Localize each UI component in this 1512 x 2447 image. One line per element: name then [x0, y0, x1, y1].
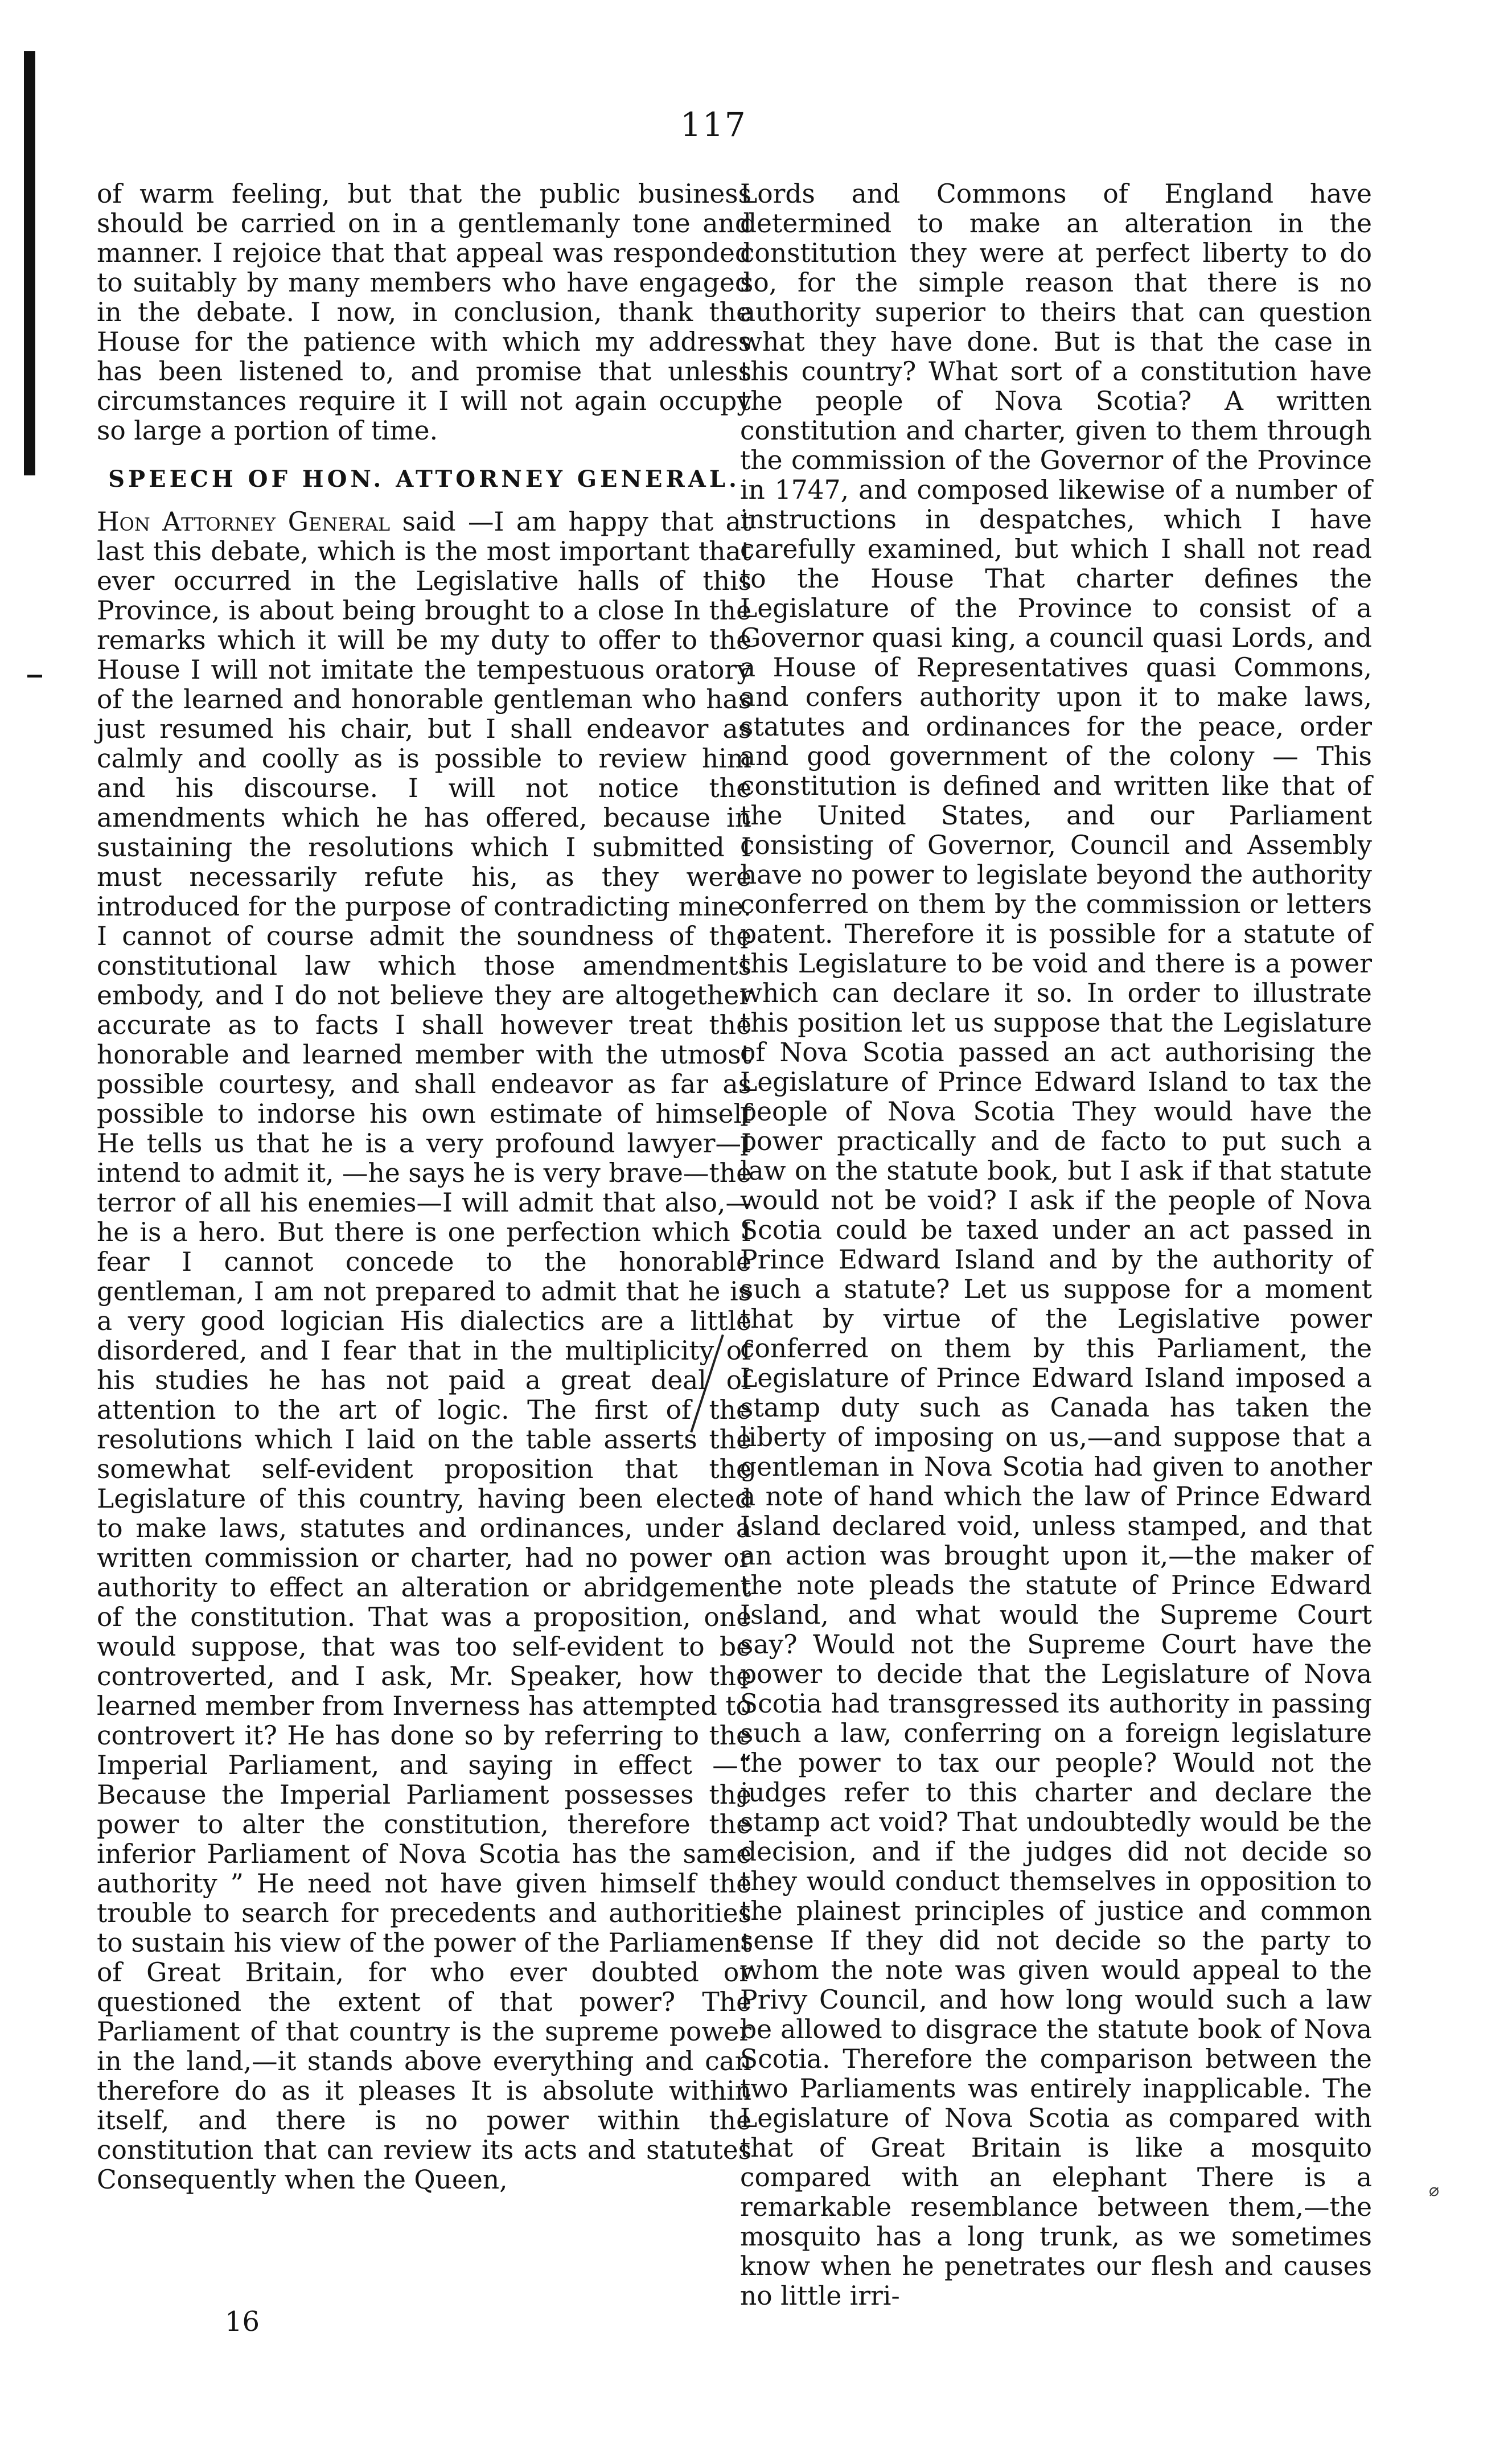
right-column	[740, 179, 1372, 2311]
left-paragraph-1: of warm feeling, but that the public business should be carried on in a gentlemanly tone and manner. I rejoice that that appeal was responded to suitably by many members who have engaged in the debate. I now, in conclusion, thank the House for the patience with which my address has been listened to, and promise that unless circumstances require it I will not again occupy so large a portion of time.	[97, 179, 751, 446]
signature-mark: 16	[225, 2306, 260, 2338]
left-paragraph-2	[97, 507, 751, 2195]
page-number: 117	[680, 105, 747, 144]
margin-dash	[27, 675, 42, 678]
speech-text: said —I am happy that at last this debate, which is the most important that ever occurred in the Legislative halls of this Province, is about being brought to a close In the remarks which it will be my duty to offer to the House I will not imitate the tempestuous oratory of the learned and honorable gentleman who has just resumed his chair, but I shall endeavor as calmly and coolly as is possible to review him and his discourse. I will not notice the amendments which he has offered, because in sustaining the resolutions which I submitted I must necessarily refute his, as they were introduced for the purpose of contradicting mine. I cannot of course admit the soundness of the constitutional law which those amendments embody, and I do not believe they are altogether accurate as to facts I shall however treat the honorable and learned member with the utmost possible courtesy, and shall endeavor as far as possible to indorse his own estimate of himself He tells us that he is a very profound lawyer—I intend to admit it, —he says he is very brave—the terror of all his enemies—I will admit that also,—he is a hero. But there is one perfection which I fear I cannot concede to the honorable gentleman, I am not prepared to admit that he is a very good logician His dialectics are a little disordered, and I fear that in the multiplicity of his studies he has not paid a great deal of attention to the art of logic. The first of the resolutions which I laid on the table asserts the somewhat self-evident proposition that the Legislature of this country, having been elected to make laws, statutes and ordinances, under a written commission or charter, had no power or authority to effect an alteration or abridgement of the constitution. That was a proposition, one would suppose, that was too self-evident to be controverted, and I ask, Mr. Speaker, how the learned member from Inverness has attempted to controvert it? He has done so by referring to the Imperial Parliament, and saying in effect —“ Because the Imperial Parliament possesses the power to alter the constitution, therefore the inferior Parliament of Nova Scotia has the same authority ” He need not have given himself the trouble to search for precedents and authorities to sustain his view of the power of the Parliament of Great Britain, for who ever doubted or questioned the extent of that power? The Parliament of that country is the supreme power in the land,—it stands above everything and can therefore do as it pleases It is absolute within itself, and there is no power within the constitution that can review its acts and statutes Consequently when the Queen,	[97, 507, 752, 2195]
margin-rule	[24, 51, 35, 475]
right-paragraph-1: Lords and Commons of England have determined to make an alteration in the constitution they were at perfect liberty to do so, for the simple reason that there is no authority superior to theirs that can question what they have done. But is that the case in this country? What sort of a constitution have the people of Nova Scotia? A written constitution and charter, given to them through the commission of the Governor of the Province in 1747, and composed likewise of a number of instructions in despatches, which I have carefully examined, but which I shall not read to the House That charter defines the Legislature of the Province to consist of a Governor quasi king, a council quasi Lords, and a House of Representatives quasi Commons, and confers authority upon it to make laws, statutes and ordinances for the peace, order and good government of the colony — This constitution is defined and written like that of the United States, and our Parliament consisting of Governor, Council and Assembly have no power to legislate beyond the authority conferred on them by the commission or letters patent. Therefore it is possible for a statute of this Legislature to be void and there is a power which can declare it so. In order to illustrate this position let us suppose that the Legislature of Nova Scotia passed an act authorising the Legislature of Prince Edward Island to tax the people of Nova Scotia They would have the power practically and de facto to put such a law on the statute book, but I ask if that statute would not be void? I ask if the people of Nova Scotia could be taxed under an act passed in Prince Edward Island and by the authority of such a statute? Let us suppose for a moment that by virtue of the Legislative power conferred on them by this Parliament, the Legislature of Prince Edward Island imposed a stamp duty such as Canada has taken the liberty of imposing on us,—and suppose that a gentleman in Nova Scotia had given to another a note of hand which the law of Prince Edward Island declared void, unless stamped, and that an action was brought upon it,—the maker of the note pleads the statute of Prince Edward Island, and what would the Supreme Court say? Would not the Supreme Court have the power to decide that the Legislature of Nova Scotia had transgressed its authority in passing such a law, conferring on a foreign legislature the power to tax our people? Would not the judges refer to this charter and declare the stamp act void? That undoubtedly would be the decision, and if the judges did not decide so they would conduct themselves in opposition to the plainest principles of justice and common sense If they did not decide so the party to whom the note was given would appeal to the Privy Council, and how long would such a law be allowed to disgrace the statute book of Nova Scotia. Therefore the comparison between the two Parliaments was entirely inapplicable. The Legislature of Nova Scotia as compared with that of Great Britain is like a mosquito compared with an elephant There is a remarkable resemblance between them,—the mosquito has a long trunk, as we sometimes know when he penetrates our flesh and causes no little irri-	[740, 179, 1372, 2311]
margin-symbol: ⌀	[1429, 2181, 1440, 2200]
speaker-name: Hon Attorney General	[97, 507, 391, 537]
left-column	[97, 179, 751, 2195]
section-heading: SPEECH OF HON. ATTORNEY GENERAL.	[108, 466, 740, 492]
